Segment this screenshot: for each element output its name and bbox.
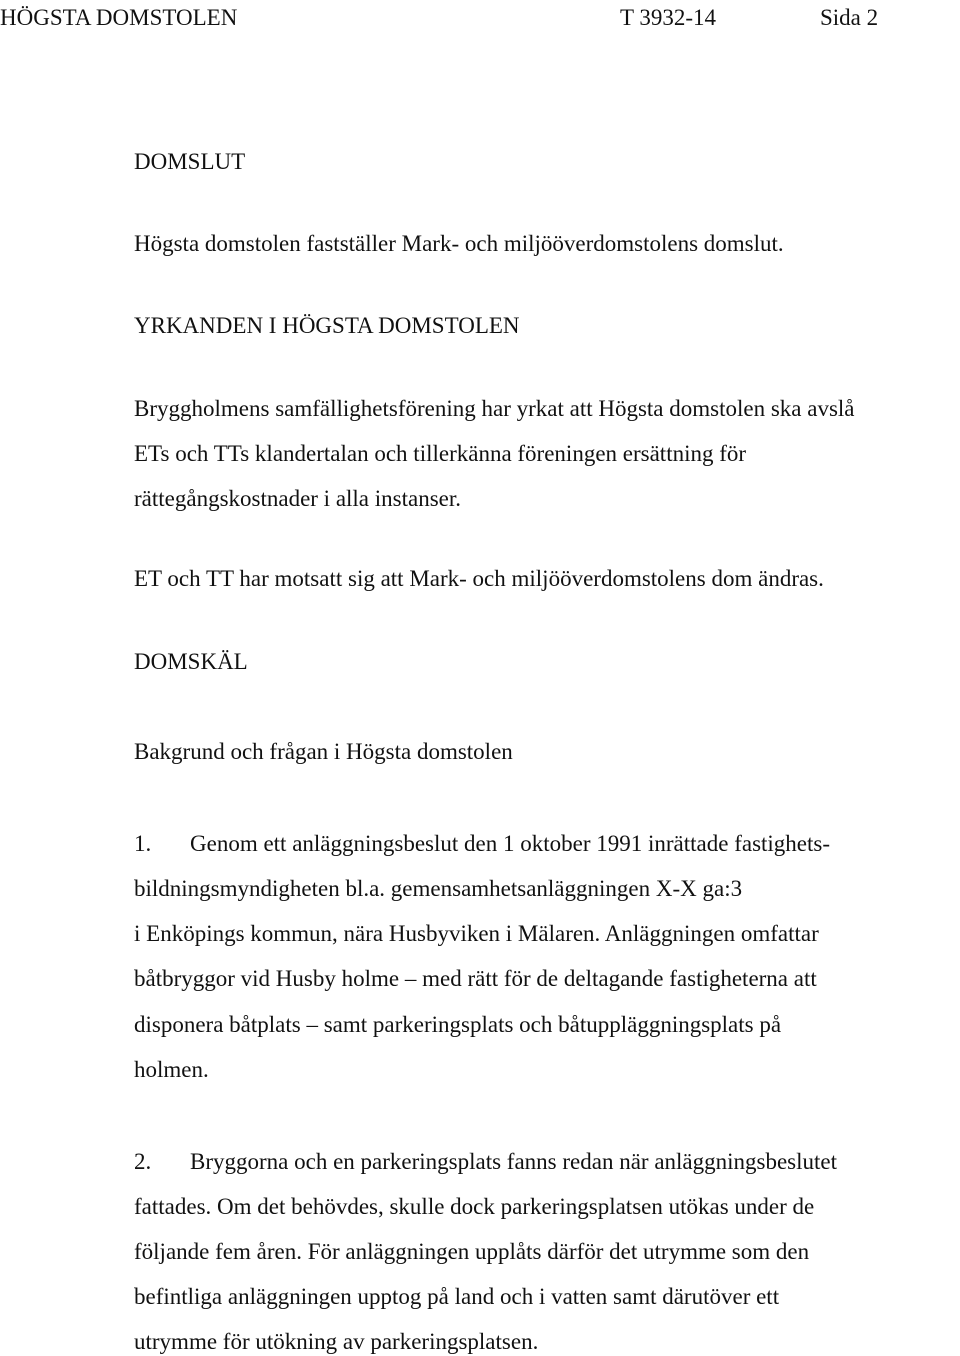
paragraph-line: i Enköpings kommun, nära Husbyviken i Mälaren. Anläggningen omfattar bbox=[134, 921, 819, 946]
domskal-subheading: Bakgrund och frågan i Högsta domstolen bbox=[134, 739, 513, 764]
page-number: Sida 2 bbox=[820, 5, 879, 30]
paragraph-line: båtbryggor vid Husby holme – med rätt för de deltagande fastigheterna att bbox=[134, 966, 817, 991]
paragraph-line: holmen. bbox=[134, 1057, 209, 1082]
paragraph-line: Genom ett anläggningsbeslut den 1 oktober 1991 inrättade fastighets- bbox=[190, 831, 831, 856]
paragraph-line: befintliga anläggningen upptog på land och i vatten samt därutöver ett bbox=[134, 1284, 780, 1309]
item-number: 2. bbox=[134, 1149, 152, 1174]
paragraph-line: rättegångskostnader i alla instanser. bbox=[134, 486, 462, 511]
court-name: HÖGSTA DOMSTOLEN bbox=[0, 5, 238, 30]
paragraph-line: utrymme för utökning av parkeringsplatsen. bbox=[134, 1329, 539, 1354]
item-number: 1. bbox=[134, 831, 152, 856]
paragraph-line: ETs och TTs klandertalan och tillerkänna föreningen ersättning för bbox=[134, 441, 747, 466]
paragraph-line: följande fem åren. För anläggningen upplåts därför det utrymme som den bbox=[134, 1239, 810, 1264]
paragraph-line: Bryggorna och en parkeringsplats fanns redan när anläggningsbeslutet bbox=[190, 1149, 837, 1174]
paragraph-line: Bryggholmens samfällighetsförening har yrkat att Högsta domstolen ska avslå bbox=[134, 396, 855, 421]
case-number: T 3932-14 bbox=[620, 5, 717, 30]
domskal-heading: DOMSKÄL bbox=[134, 649, 248, 674]
yrkanden-heading: YRKANDEN I HÖGSTA DOMSTOLEN bbox=[134, 313, 520, 338]
domslut-text: Högsta domstolen fastställer Mark- och miljööverdomstolens domslut. bbox=[134, 231, 784, 256]
paragraph-line: ET och TT har motsatt sig att Mark- och miljööverdomstolens dom ändras. bbox=[134, 566, 824, 591]
paragraph-line: disponera båtplats – samt parkeringsplats och båtuppläggningsplats på bbox=[134, 1012, 782, 1037]
paragraph-line: bildningsmyndigheten bl.a. gemensamhetsanläggningen X-X ga:3 bbox=[134, 876, 743, 901]
paragraph-line: fattades. Om det behövdes, skulle dock parkeringsplatsen utökas under de bbox=[134, 1194, 815, 1219]
domslut-heading: DOMSLUT bbox=[134, 149, 246, 174]
